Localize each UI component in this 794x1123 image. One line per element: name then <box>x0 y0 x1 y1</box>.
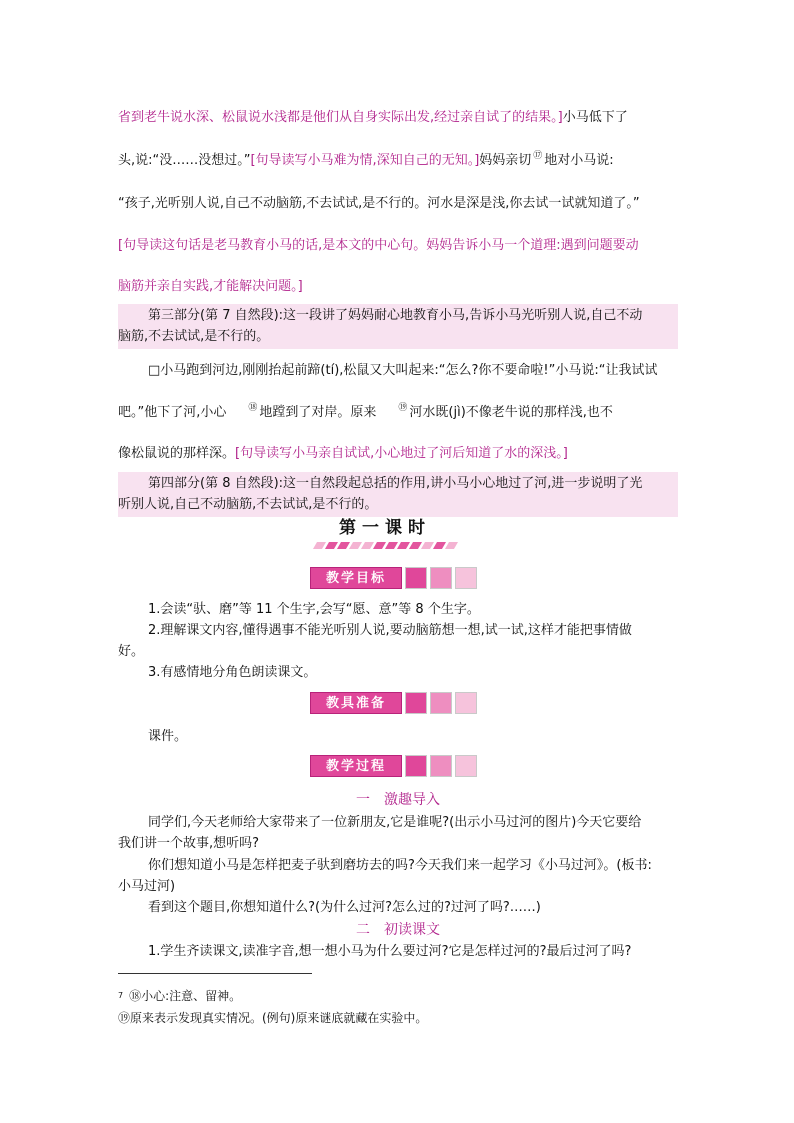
summary-text: 脑筋,不去试试,是不行的。 <box>118 329 270 344</box>
body-paragraph: 小马过河) <box>118 879 176 894</box>
badge-square <box>405 692 427 714</box>
body-paragraph: 同学们,今天老师给大家带来了一位新朋友,它是谁呢?(出示小马过河的图片)今天它要给 <box>148 815 642 830</box>
badge-square <box>455 692 477 714</box>
lesson-title: 第一课时 <box>339 518 431 538</box>
footnote-mark: 7 <box>118 991 124 1000</box>
text-line: “孩子,光听别人说,自己不动脑筋,不去试试,是不行的。河水是深是浅,你去试一试就知道了。” <box>118 196 640 211</box>
body-text: 像松鼠说的那样深。 <box>118 446 236 461</box>
badge-label: 教学目标 <box>310 567 402 589</box>
summary-text: 听别人说,自己不动脑筋,不去试试,是不行的。 <box>118 497 378 512</box>
badge-square <box>430 755 452 777</box>
footnote <box>118 987 241 1005</box>
guide-note: [句导读这句话是老马教育小马的话,是本文的中心句。妈妈告诉小马一个道理:遇到问题要动 <box>118 238 639 253</box>
badge-square <box>430 567 452 589</box>
step-heading: 二 初读课文 <box>356 922 440 938</box>
section-badge-process <box>310 755 477 777</box>
body-text: 吧。”他下了河,小心 <box>118 405 227 420</box>
guide-note: [句导读写小马难为情,深知自己的无知。] <box>250 153 480 168</box>
footnote-text: ⑱小心:注意、留神。 <box>129 989 242 1003</box>
badge-label: 教学过程 <box>310 755 402 777</box>
badge-label: 教具准备 <box>310 692 402 714</box>
text-line: □小马跑到河边,刚刚抬起前蹄(tí),松鼠又大叫起来:“怎么?你不要命啦!”小马说:“让我试试 <box>148 363 658 378</box>
footnote-ref: ⑲ <box>398 403 408 413</box>
decor-ribbon <box>300 542 470 549</box>
section-badge-tools <box>310 692 477 714</box>
guide-note: 省到老牛说水深、松鼠说水浅都是他们从自身实际出发,经过亲自试了的结果。] <box>118 110 563 125</box>
footnote-ref: ⑱ <box>248 403 258 413</box>
step-heading: 一 激趣导入 <box>356 792 440 808</box>
guide-note: [句导读写小马亲自试试,小心地过了河后知道了水的深浅。] <box>235 446 568 461</box>
body-paragraph: 我们讲一个故事,想听吗? <box>118 836 260 851</box>
text-line <box>118 151 678 172</box>
badge-square <box>405 567 427 589</box>
text-line <box>118 444 678 464</box>
body-text: 河水既(jì)不像老牛说的那样浅,也不 <box>409 405 613 420</box>
body-text: 头,说:“没……没想过。” <box>118 153 251 168</box>
section-badge-goals <box>310 567 477 589</box>
goal-item: 3.有感情地分角色朗读课文。 <box>148 665 317 680</box>
body-paragraph: 1.学生齐读课文,读准字音,想一想小马为什么要过河?它是怎样过河的?最后过河了吗? <box>148 944 632 959</box>
summary-text: 第三部分(第 7 自然段):这一段讲了妈妈耐心地教育小马,告诉小马光听别人说,自己不动 <box>148 308 643 323</box>
section-summary <box>118 472 678 517</box>
badge-square <box>455 567 477 589</box>
footnote-ref: ⑰ <box>533 151 543 161</box>
lesson-title-block <box>300 516 470 552</box>
body-paragraph: 你们想知道小马是怎样把麦子驮到磨坊去的吗?今天我们来一起学习《小马过河》。(板书: <box>148 858 652 873</box>
footnote: ⑲原来表示发现真实情况。(例句)原来谜底就藏在实验中。 <box>118 1011 428 1025</box>
section-summary <box>118 304 678 349</box>
body-text: 地蹚到了对岸。原来 <box>259 405 377 420</box>
text-line <box>118 108 678 128</box>
goal-item: 好。 <box>118 644 145 659</box>
body-text: 地对小马说: <box>544 153 614 168</box>
text-line <box>118 403 678 424</box>
footnote-divider <box>118 973 312 974</box>
badge-square <box>405 755 427 777</box>
tools-text: 课件。 <box>148 729 188 744</box>
summary-text: 第四部分(第 8 自然段):这一自然段起总括的作用,讲小马小心地过了河,进一步说明了光 <box>148 476 643 491</box>
body-text: 小马低下了 <box>562 110 628 125</box>
badge-square <box>430 692 452 714</box>
body-text: 妈妈亲切 <box>479 153 532 168</box>
guide-note: 脑筋并亲自实践,才能解决问题。] <box>118 279 303 294</box>
goal-item: 2.理解课文内容,懂得遇事不能光听别人说,要动脑筋想一想,试一试,这样才能把事情做 <box>148 623 632 638</box>
badge-square <box>455 755 477 777</box>
body-paragraph: 看到这个题目,你想知道什么?(为什么过河?怎么过的?过河了吗?……) <box>148 900 541 915</box>
goal-item: 1.会读“驮、磨”等 11 个生字,会写“愿、意”等 8 个生字。 <box>148 602 480 617</box>
